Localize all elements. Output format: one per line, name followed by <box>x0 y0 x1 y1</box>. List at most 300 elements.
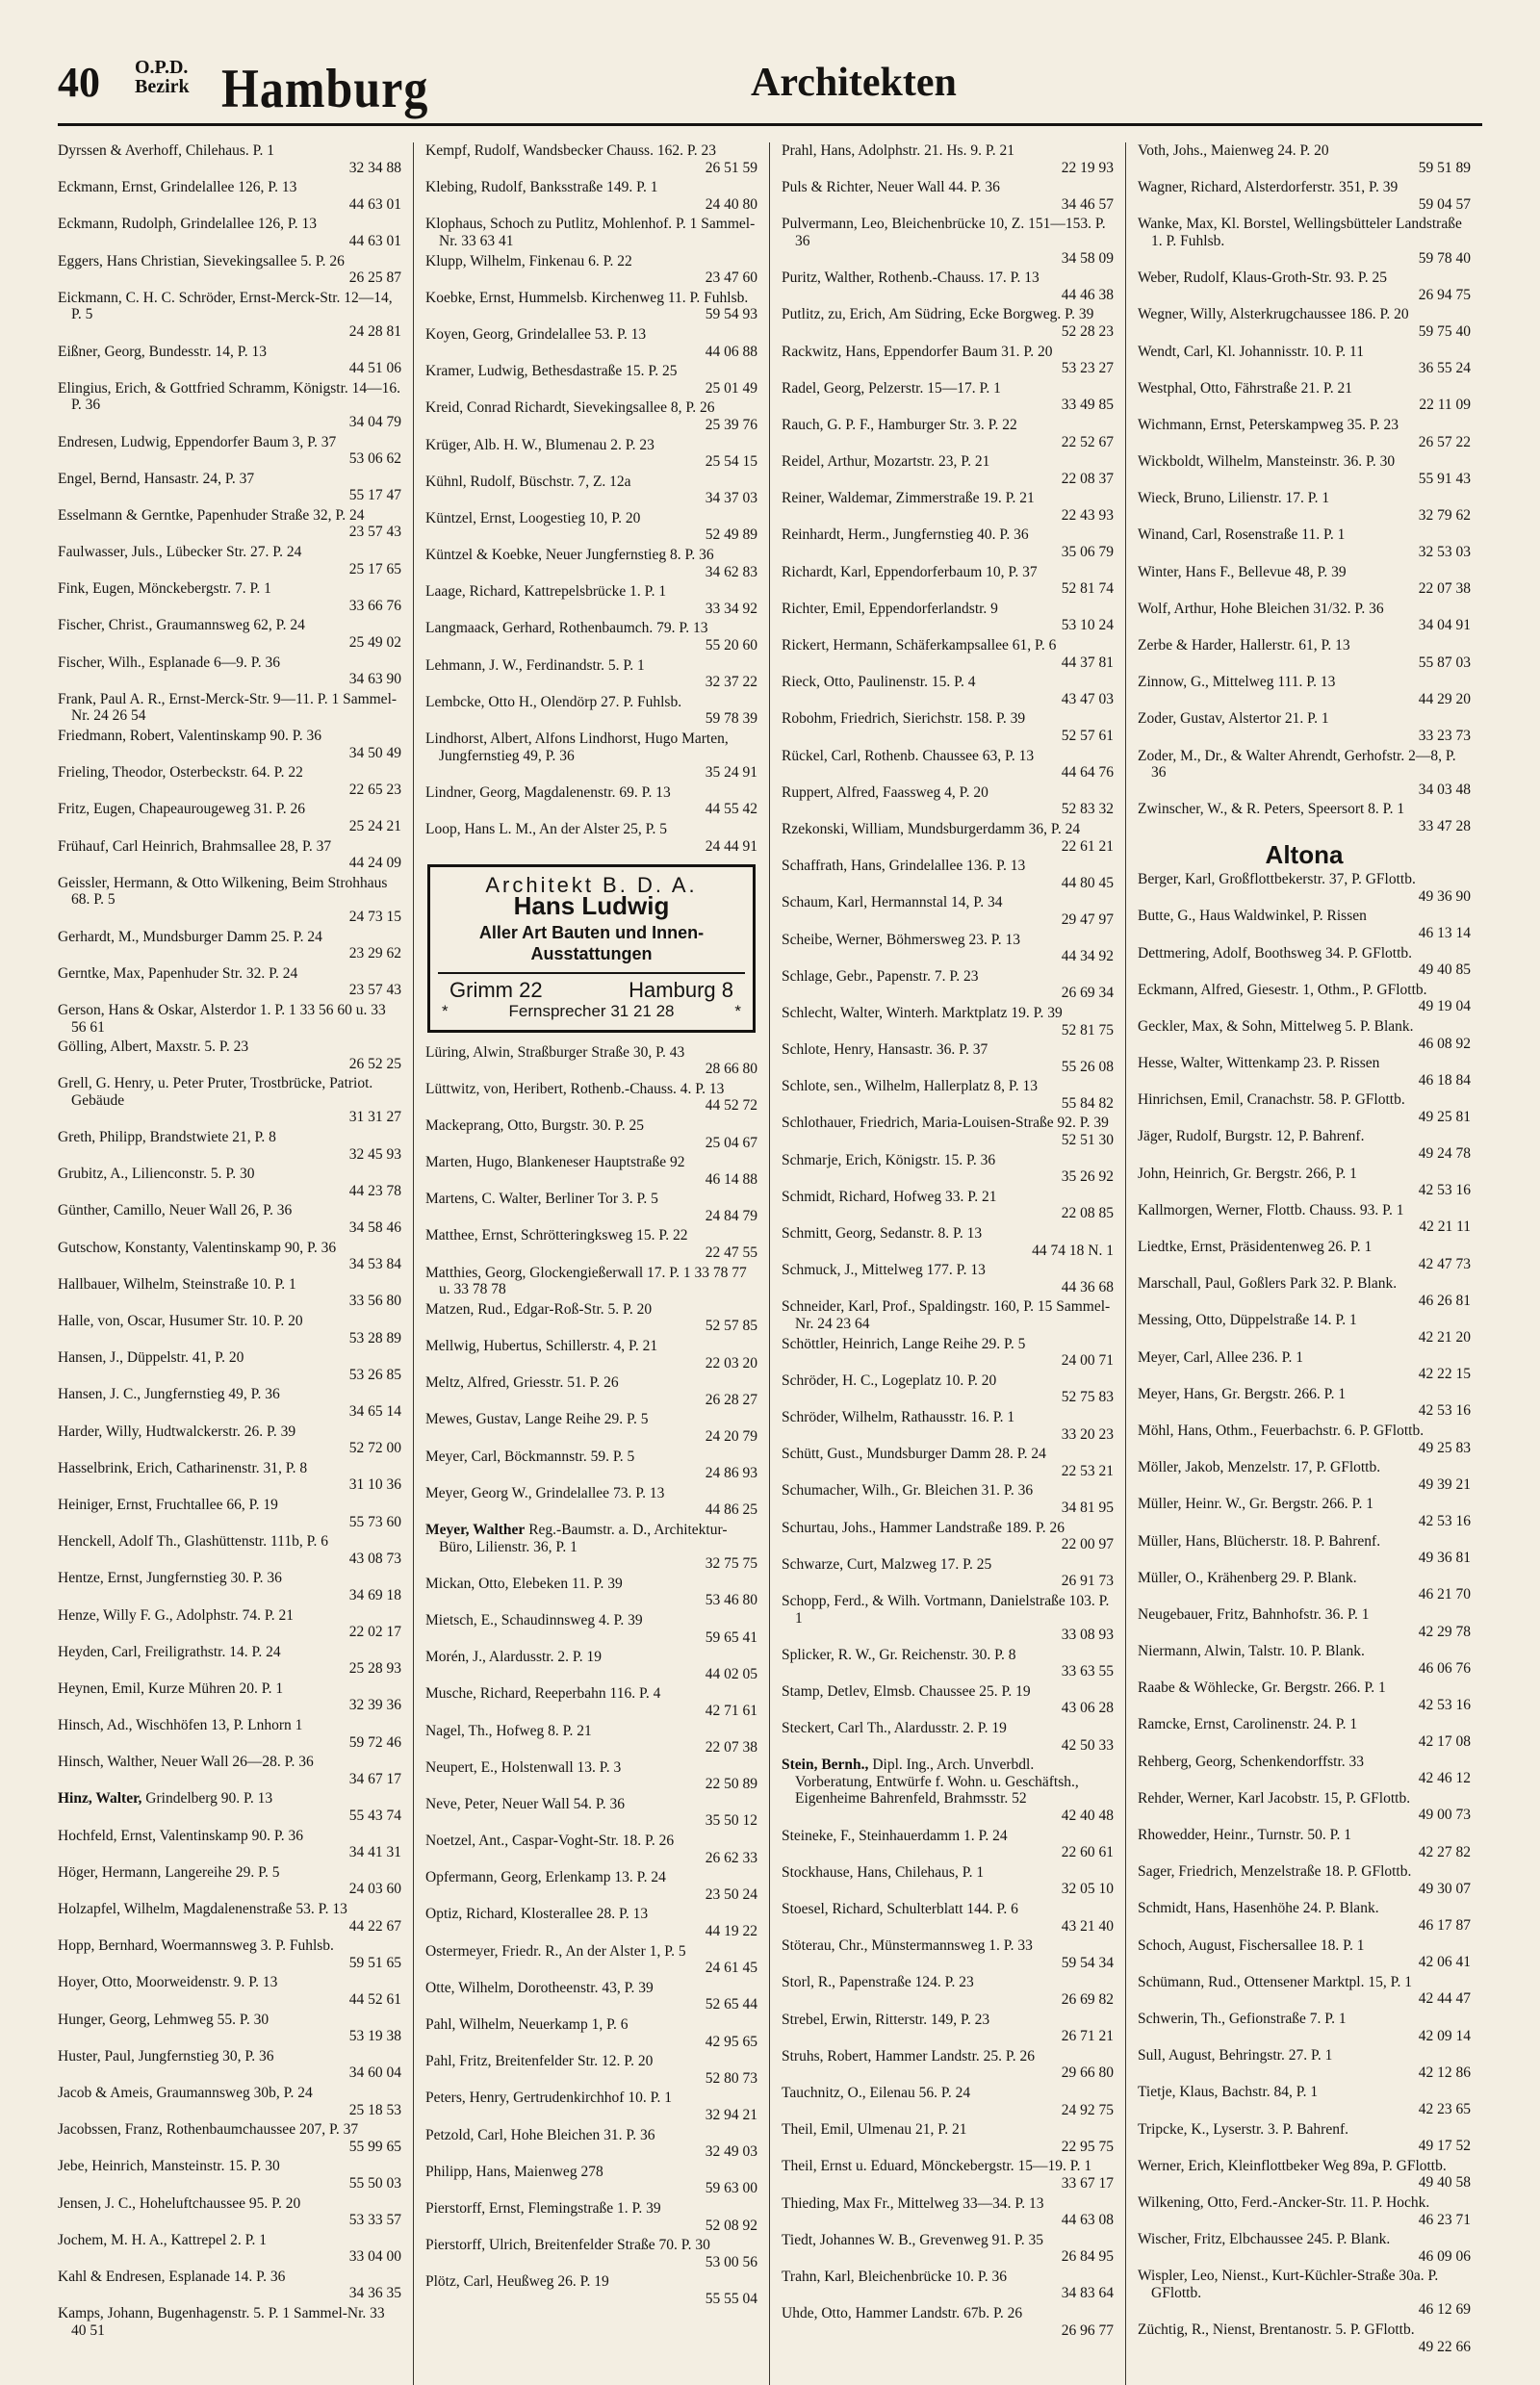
entry-text: Rackwitz, Hans, Eppendorfer Baum 31. P. 20 <box>782 343 1053 360</box>
entry-phone: 31 31 27 <box>348 1109 401 1126</box>
directory-entry <box>782 142 1114 176</box>
entry-text: Rieck, Otto, Paulinenstr. 15. P. 4 <box>782 674 976 691</box>
entry-text: Radel, Georg, Pelzerstr. 15—17. P. 1 <box>782 379 1001 397</box>
directory-entry <box>782 1115 1114 1148</box>
directory-entry <box>782 1005 1114 1039</box>
entry-text: Westphal, Otto, Fährstraße 21. P. 21 <box>1138 379 1353 397</box>
entry-text: Martens, C. Walter, Berliner Tor 3. P. 5 <box>425 1191 658 1208</box>
directory-entry <box>425 1411 757 1445</box>
directory-entry <box>58 1533 401 1567</box>
directory-entry <box>1138 1055 1471 1089</box>
entry-phone: 53 06 62 <box>348 450 401 468</box>
directory-entry <box>782 2085 1114 2118</box>
entry-text: Müller, Heinr. W., Gr. Bergstr. 266. P. 1 <box>1138 1496 1373 1513</box>
entry-text: Schoch, August, Fischersallee 18. P. 1 <box>1138 1936 1365 1954</box>
entry-text: Jebe, Heinrich, Mansteinstr. 15. P. 30 <box>58 2158 280 2175</box>
entry-phone: 46 06 76 <box>1418 1659 1471 1677</box>
directory-entry <box>425 547 757 580</box>
directory-entry <box>425 2090 757 2123</box>
entry-text: Schaffrath, Hans, Grindelallee 136. P. 13 <box>782 858 1026 875</box>
directory-entry <box>425 2273 757 2307</box>
directory-entry <box>425 1374 757 1408</box>
directory-entry <box>58 2121 401 2155</box>
entry-text: Hansen, J., Düppelstr. 41, P. 20 <box>58 1349 244 1367</box>
entry-phone: 59 65 41 <box>705 1628 757 1646</box>
entry-text: Rickert, Hermann, Schäferkampsallee 61, P. 6 <box>782 637 1057 654</box>
entry-text: Richter, Emil, Eppendorferlandstr. 9 <box>782 600 998 617</box>
entry-text: Schröder, H. C., Logeplatz 10. P. 20 <box>782 1372 997 1389</box>
entry-phone: 22 19 93 <box>1061 159 1114 176</box>
entry-text: Stamp, Detlev, Elmsb. Chaussee 25. P. 19 <box>782 1682 1031 1700</box>
entry-phone: 32 53 03 <box>1418 544 1471 561</box>
entry-text: Tiedt, Johannes W. B., Grevenweg 91. P. 35 <box>782 2231 1043 2248</box>
directory-entry <box>782 637 1114 671</box>
entry-text: Neugebauer, Fritz, Bahnhofstr. 36. P. 1 <box>1138 1605 1370 1623</box>
entry-text: Wolf, Arthur, Hohe Bleichen 31/32. P. 36 <box>1138 600 1384 617</box>
entry-text: Dettmering, Adolf, Boothsweg 34. P. GFlottb. <box>1138 944 1413 962</box>
entry-text: Matthee, Ernst, Schrötteringksweg 15. P. 22 <box>425 1227 688 1244</box>
entry-phone: 52 57 85 <box>705 1318 757 1335</box>
directory-entry <box>782 1720 1114 1754</box>
entry-phone: 22 52 67 <box>1061 433 1114 450</box>
entry-phone: 42 53 16 <box>1418 1182 1471 1199</box>
entry-phone: 25 24 21 <box>348 817 401 834</box>
directory-entry <box>58 1075 401 1126</box>
entry-phone: 52 75 83 <box>1061 1389 1114 1406</box>
entry-text: Scheibe, Werner, Böhmersweg 23. P. 13 <box>782 931 1020 948</box>
entry-phone: 33 67 17 <box>1061 2174 1114 2192</box>
entry-phone: 34 50 49 <box>348 744 401 761</box>
entry-phone: 52 57 61 <box>1061 728 1114 744</box>
entry-phone: 55 91 43 <box>1418 470 1471 487</box>
directory-entry <box>58 2048 401 2082</box>
entry-phone: 55 87 03 <box>1418 654 1471 671</box>
entry-phone: 55 99 65 <box>348 2138 401 2155</box>
entry-text: Strebel, Erwin, Ritterstr. 149, P. 23 <box>782 2011 990 2028</box>
entry-phone: 42 95 65 <box>705 2033 757 2050</box>
entry-phone: 46 08 92 <box>1418 1035 1471 1052</box>
entry-text: Sull, August, Behringstr. 27. P. 1 <box>1138 2047 1333 2064</box>
page-header <box>58 50 1482 135</box>
directory-entry <box>782 2269 1114 2302</box>
entry-phone: 32 94 21 <box>705 2106 757 2123</box>
directory-entry <box>425 1576 757 1609</box>
entry-phone: 53 19 38 <box>348 2028 401 2045</box>
directory-entry <box>782 1225 1114 1259</box>
entry-text: Hunger, Georg, Lehmweg 55. P. 30 <box>58 2011 270 2028</box>
entry-text: Pierstorff, Ernst, Flemingstraße 1. P. 39 <box>425 2199 661 2217</box>
entry-text: Schmidt, Hans, Hasenhöhe 24. P. Blank. <box>1138 1900 1379 1917</box>
entry-phone: 55 73 60 <box>348 1513 401 1530</box>
entry-phone: 55 84 82 <box>1061 1094 1114 1112</box>
entry-phone: 49 00 73 <box>1418 1807 1471 1824</box>
directory-entry <box>782 1336 1114 1370</box>
directory-entry <box>782 784 1114 818</box>
entry-text: Morén, J., Alardusstr. 2. P. 19 <box>425 1649 602 1666</box>
directory-entry <box>782 1556 1114 1590</box>
entry-text: Theil, Emil, Ulmenau 21, P. 21 <box>782 2121 967 2139</box>
entry-phone: 22 11 09 <box>1419 397 1471 414</box>
entry-phone: 53 46 80 <box>705 1592 757 1609</box>
entry-text: Mickan, Otto, Elebeken 11. P. 39 <box>425 1575 623 1592</box>
directory-entry <box>1138 1423 1471 1456</box>
entry-name-bold: Hinz, Walter, <box>58 1790 142 1808</box>
directory-entry <box>425 1943 757 1977</box>
directory-entry <box>782 601 1114 634</box>
entry-phone: 36 55 24 <box>1418 360 1471 377</box>
entry-text: Marschall, Paul, Goßlers Park 32. P. Blank. <box>1138 1275 1398 1293</box>
directory-entry <box>1138 2047 1471 2081</box>
entry-text: Schlote, Henry, Hansastr. 36. P. 37 <box>782 1041 988 1059</box>
directory-entry <box>425 363 757 397</box>
directory-entry <box>58 2305 401 2339</box>
entry-text: Wichmann, Ernst, Peterskampweg 35. P. 23 <box>1138 416 1399 433</box>
entry-text: Thieding, Max Fr., Mittelweg 33—34. P. 13 <box>782 2194 1044 2212</box>
entry-phone: 42 21 11 <box>1419 1218 1471 1236</box>
entry-text: Tripcke, K., Lyserstr. 3. P. Bahrenf. <box>1138 2120 1348 2138</box>
entry-text: Meyer, Carl, Allee 236. P. 1 <box>1138 1348 1304 1366</box>
ad-description: Aller Art Bauten und Innen-Ausstattungen <box>478 923 705 964</box>
entry-text: Lindhorst, Albert, Alfons Lindhorst, Hugo Marten, Jungfernstieg 49, P. 36 <box>425 731 729 764</box>
entry-text: Grubitz, A., Lilienconstr. 5. P. 30 <box>58 1166 255 1183</box>
entry-text: Grell, G. Henry, u. Peter Pruter, Trostbrücke, Patriot. Gebäude <box>58 1075 373 1109</box>
entry-phone: 42 09 14 <box>1418 2027 1471 2044</box>
entry-text: Gerson, Hans & Oskar, Alsterdor 1. P. 1 33 56 60 u. 33 56 61 <box>58 1001 386 1036</box>
entry-phone: 26 69 82 <box>1061 1990 1114 2008</box>
directory-entry <box>1138 1459 1471 1493</box>
directory-entry <box>58 691 401 725</box>
directory-entry <box>425 2164 757 2197</box>
entry-text: Höger, Hermann, Langereihe 29. P. 5 <box>58 1863 280 1881</box>
directory-entry <box>1138 1533 1471 1567</box>
city-title: Hamburg <box>221 57 429 119</box>
entry-text: Otte, Wilhelm, Dorotheenstr. 43, P. 39 <box>425 1979 654 1996</box>
entry-text: Nagel, Th., Hofweg 8. P. 21 <box>425 1722 592 1739</box>
entry-phone: 44 63 08 <box>1061 2212 1114 2229</box>
directory-entry <box>1138 1496 1471 1529</box>
directory-entry <box>58 1313 401 1346</box>
entry-phone: 42 40 48 <box>1061 1808 1114 1825</box>
directory-entry <box>1138 380 1471 414</box>
directory-entry <box>58 1039 401 1072</box>
entry-phone: 49 30 07 <box>1418 1880 1471 1897</box>
entry-phone: 42 21 20 <box>1418 1329 1471 1346</box>
entry-text: Gutschow, Konstanty, Valentinskamp 90, P. 36 <box>58 1239 337 1256</box>
entry-phone: 25 39 76 <box>705 416 757 433</box>
entry-text: Lüring, Alwin, Straßburger Straße 30, P. 43 <box>425 1043 685 1061</box>
entry-phone: 46 12 69 <box>1418 2301 1471 2319</box>
district-label-line1: O.P.D. <box>135 57 189 78</box>
directory-entry <box>782 710 1114 744</box>
directory-entry <box>1138 142 1471 176</box>
directory-entry <box>1138 453 1471 487</box>
header-rule <box>58 123 1482 126</box>
entry-phone: 32 37 22 <box>705 674 757 691</box>
directory-entry <box>425 1980 757 2013</box>
entry-phone: 53 33 57 <box>348 2212 401 2229</box>
ad-star-right: * <box>734 1001 741 1020</box>
directory-entry <box>425 474 757 507</box>
entry-phone: 24 73 15 <box>348 908 401 925</box>
entry-phone: 59 04 57 <box>1418 195 1471 213</box>
entry-phone: 49 40 58 <box>1418 2174 1471 2192</box>
entry-text: Opfermann, Georg, Erlenkamp 13. P. 24 <box>425 1869 666 1886</box>
entry-phone: 44 34 92 <box>1061 948 1114 965</box>
directory-entry <box>782 2305 1114 2339</box>
directory-entry <box>425 253 757 287</box>
entry-phone: 25 28 93 <box>348 1660 401 1678</box>
entry-phone: 44 51 06 <box>348 360 401 377</box>
entry-phone: 34 03 48 <box>1418 781 1471 798</box>
entry-phone: 53 26 85 <box>348 1366 401 1383</box>
entry-text: Dyrssen & Averhoff, Chilehaus. P. 1 <box>58 142 275 159</box>
entry-phone: 59 78 39 <box>705 710 757 728</box>
entry-phone: 46 18 84 <box>1418 1071 1471 1089</box>
entry-text: Matthies, Georg, Glockengießerwall 17. P. 1 33 78 77 u. 33 78 78 <box>425 1264 747 1298</box>
directory-entry <box>425 1044 757 1078</box>
entry-phone: 24 61 45 <box>705 1960 757 1977</box>
entry-text: Jacobssen, Franz, Rothenbaumchaussee 207, P. 37 <box>58 2121 359 2139</box>
directory-entry <box>782 2012 1114 2045</box>
listing-column-4 <box>1126 142 1482 2385</box>
entry-text: Reinhardt, Herm., Jungfernstieg 40. P. 36 <box>782 526 1029 544</box>
entry-text: Steckert, Carl Th., Alardusstr. 2. P. 19 <box>782 1720 1007 1737</box>
directory-entry <box>58 344 401 377</box>
entry-text: Gölling, Albert, Maxstr. 5. P. 23 <box>58 1039 249 1056</box>
entry-text: Stoesel, Richard, Schulterblatt 144. P. 6 <box>782 1901 1018 1917</box>
entry-text: Putlitz, zu, Erich, Am Südring, Ecke Borgweg. P. 39 <box>782 306 1094 323</box>
directory-entry <box>782 1593 1114 1644</box>
entry-phone: 44 63 01 <box>348 195 401 213</box>
entry-text: Hansen, J. C., Jungfernstieg 49, P. 36 <box>58 1386 280 1403</box>
directory-entry <box>1138 1680 1471 1713</box>
entry-text: Rhowedder, Heinr., Turnstr. 50. P. 1 <box>1138 1827 1351 1844</box>
entry-phone: 34 83 64 <box>1061 2285 1114 2302</box>
directory-entry <box>1138 1937 1471 1971</box>
entry-phone: 34 04 79 <box>348 413 401 430</box>
entry-text: John, Heinrich, Gr. Bergstr. 266, P. 1 <box>1138 1165 1357 1182</box>
entry-text: Fischer, Wilh., Esplanade 6—9. P. 36 <box>58 654 280 671</box>
entry-phone: 42 22 15 <box>1418 1366 1471 1383</box>
entry-text: Hallbauer, Wilhelm, Steinstraße 10. P. 1 <box>58 1275 296 1293</box>
entry-phone: 44 19 22 <box>705 1923 757 1940</box>
directory-entry <box>58 1828 401 1861</box>
directory-entry <box>782 821 1114 855</box>
entry-phone: 23 47 60 <box>705 269 757 287</box>
directory-entry <box>782 1828 1114 1861</box>
directory-entry <box>425 1265 757 1298</box>
entry-text: Raabe & Wöhlecke, Gr. Bergstr. 266. P. 1 <box>1138 1680 1386 1697</box>
entry-phone: 34 62 83 <box>705 563 757 580</box>
listing-column-2 <box>414 142 770 2385</box>
entry-phone: 26 52 25 <box>348 1055 401 1072</box>
entry-text: Schütt, Gust., Mundsburger Damm 28. P. 24 <box>782 1446 1046 1463</box>
directory-entry <box>58 1790 401 1824</box>
entry-text: Heiniger, Ernst, Fruchtallee 66, P. 19 <box>58 1496 278 1513</box>
entry-phone: 32 79 62 <box>1418 506 1471 524</box>
entry-phone: 34 41 31 <box>348 1844 401 1861</box>
entry-text: Eckmann, Alfred, Giesestr. 1, Othm., P. GFlottb. <box>1138 981 1427 998</box>
directory-entry <box>425 1485 757 1519</box>
directory-entry <box>782 932 1114 965</box>
entry-text: Jochem, M. H. A., Kattrepel 2. P. 1 <box>58 2231 267 2248</box>
listing-column-1 <box>58 142 414 2385</box>
entry-phone: 26 25 87 <box>348 269 401 287</box>
entry-phone: 23 50 24 <box>705 1885 757 1903</box>
entry-text: Stöterau, Chr., Münstermannsweg 1. P. 33 <box>782 1937 1033 1955</box>
entry-text: Puls & Richter, Neuer Wall 44. P. 36 <box>782 179 1000 196</box>
entry-phone: 43 06 28 <box>1061 1700 1114 1717</box>
entry-phone: 53 00 56 <box>705 2253 757 2270</box>
entry-phone: 42 06 41 <box>1418 1954 1471 1971</box>
entry-text: Hopp, Bernhard, Woermannsweg 3. P. Fuhlsb. <box>58 1937 334 1955</box>
entry-text: Geckler, Max, & Sohn, Mittelweg 5. P. Blank. <box>1138 1017 1414 1035</box>
entry-text: Kallmorgen, Werner, Flottb. Chauss. 93. P. 1 <box>1138 1201 1404 1218</box>
entry-text: Eickmann, C. H. C. Schröder, Ernst-Merck-Str. 12—14, P. 5 <box>58 289 393 323</box>
directory-entry <box>1138 1754 1471 1787</box>
entry-text: Mietsch, E., Schaudinnsweg 4. P. 39 <box>425 1611 643 1628</box>
entry-phone: 52 49 89 <box>705 526 757 544</box>
directory-entry <box>58 764 401 798</box>
directory-entry <box>425 1723 757 1757</box>
directory-entry <box>425 1685 757 1719</box>
entry-text: Eckmann, Ernst, Grindelallee 126, P. 13 <box>58 179 297 196</box>
entry-phone: 42 47 73 <box>1418 1255 1471 1272</box>
directory-entry <box>782 2232 1114 2266</box>
entry-text: Möhl, Hans, Othm., Feuerbachstr. 6. P. GFlottb. <box>1138 1422 1424 1439</box>
entry-text: Zwinscher, W., & R. Peters, Speersort 8. P. 1 <box>1138 801 1405 818</box>
entry-text: Frühauf, Carl Heinrich, Brahmsallee 28, P. 37 <box>58 837 332 855</box>
directory-entry <box>58 1423 401 1457</box>
entry-phone: 34 65 14 <box>348 1402 401 1420</box>
directory-entry <box>58 801 401 834</box>
entry-phone: 22 60 61 <box>1061 1844 1114 1861</box>
entry-text: Lindner, Georg, Magdalenenstr. 69. P. 13 <box>425 783 671 801</box>
directory-entry <box>1138 1018 1471 1052</box>
subsection-heading: Altona <box>1265 839 1344 869</box>
directory-entry <box>1138 1790 1471 1824</box>
entry-text: Kramer, Ludwig, Bethesdastraße 15. P. 25 <box>425 363 678 380</box>
entry-text: Schlecht, Walter, Winterh. Marktplatz 19. P. 39 <box>782 1004 1063 1021</box>
entry-text: Müller, O., Krähenberg 29. P. Blank. <box>1138 1569 1357 1586</box>
directory-entry <box>782 1482 1114 1516</box>
entry-phone: 44 52 61 <box>348 1990 401 2008</box>
entry-phone: 22 53 21 <box>1061 1462 1114 1479</box>
entry-text: Fischer, Christ., Graumannsweg 62, P. 24 <box>58 617 305 634</box>
entry-phone: 33 63 55 <box>1061 1663 1114 1680</box>
entry-text: Kahl & Endresen, Esplanade 14. P. 36 <box>58 2268 286 2285</box>
ad-divider <box>438 972 745 974</box>
entry-text: Storl, R., Papenstraße 124. P. 23 <box>782 1974 974 1991</box>
directory-entry <box>1138 2011 1471 2044</box>
entry-text: Meyer, Walther Reg.-Baumstr. a. D., Architektur-Büro, Lilienstr. 36, P. 1 <box>425 1521 728 1555</box>
directory-entry <box>782 417 1114 450</box>
directory-entry <box>1138 1349 1471 1383</box>
entry-phone: 42 17 08 <box>1418 1733 1471 1751</box>
ad-city: Hamburg 8 <box>629 978 733 1003</box>
entry-text: Butte, G., Haus Waldwinkel, P. Rissen <box>1138 908 1367 925</box>
entry-phone: 44 55 42 <box>705 801 757 818</box>
entry-text: Halle, von, Oscar, Husumer Str. 10. P. 20 <box>58 1313 303 1329</box>
entry-phone: 34 04 91 <box>1418 617 1471 634</box>
directory-entry <box>1138 1275 1471 1309</box>
district-label <box>135 58 190 96</box>
directory-entry <box>58 1349 401 1383</box>
page-number: 40 <box>58 59 100 106</box>
entry-text: Schmitt, Georg, Sedanstr. 8. P. 13 <box>782 1225 983 1243</box>
entry-text: Kühnl, Rudolf, Büschstr. 7, Z. 12a <box>425 473 631 490</box>
entry-phone: 22 43 93 <box>1061 506 1114 524</box>
entry-phone: 26 62 33 <box>705 1849 757 1866</box>
entry-text: Matzen, Rud., Edgar-Roß-Str. 5. P. 20 <box>425 1300 653 1318</box>
entry-text: Wendt, Carl, Kl. Johannisstr. 10. P. 11 <box>1138 343 1364 360</box>
entry-text: Jacob & Ameis, Graumannsweg 30b, P. 24 <box>58 2084 313 2101</box>
listing-columns <box>58 142 1482 2385</box>
entry-text: Schmuck, J., Mittelweg 177. P. 13 <box>782 1262 986 1279</box>
entry-text: Hoyer, Otto, Moorweidenstr. 9. P. 13 <box>58 1974 278 1991</box>
entry-text: Küntzel, Ernst, Loogestieg 10, P. 20 <box>425 509 641 526</box>
entry-text: Mellwig, Hubertus, Schillerstr. 4, P. 21 <box>425 1338 658 1355</box>
entry-text: Holzapfel, Wilhelm, Magdalenenstraße 53. P. 13 <box>58 1901 347 1917</box>
directory-entry <box>1138 2268 1471 2319</box>
entry-phone: 44 80 45 <box>1061 874 1114 891</box>
entry-text: Küntzel & Koebke, Neuer Jungfernstieg 8. P. 36 <box>425 547 714 564</box>
directory-entry <box>58 2158 401 2192</box>
entry-phone: 59 51 65 <box>348 1954 401 1971</box>
entry-phone: 49 36 81 <box>1418 1550 1471 1567</box>
entry-phone: 43 47 03 <box>1061 690 1114 707</box>
directory-entry <box>782 1409 1114 1443</box>
directory-entry <box>1138 710 1471 744</box>
entry-text: Pahl, Fritz, Breitenfelder Str. 12. P. 20 <box>425 2053 654 2070</box>
directory-entry <box>58 142 401 176</box>
entry-text: Elingius, Erich, & Gottfried Schramm, Königstr. 14—16. P. 36 <box>58 379 401 414</box>
entry-text: Krüger, Alb. H. W., Blumenau 2. P. 23 <box>425 436 654 453</box>
directory-entry <box>1138 1570 1471 1603</box>
entry-phone: 42 12 86 <box>1418 2064 1471 2081</box>
directory-entry <box>1138 1312 1471 1346</box>
entry-phone: 22 95 75 <box>1061 2138 1114 2155</box>
entry-text: Laage, Richard, Kattrepelsbrücke 1. P. 1 <box>425 583 667 601</box>
entry-phone: 44 86 25 <box>705 1501 757 1519</box>
entry-phone: 59 54 34 <box>1061 1954 1114 1971</box>
entry-text: Schröder, Wilhelm, Rathausstr. 16. P. 1 <box>782 1408 1015 1425</box>
entry-text: Philipp, Hans, Maienweg 278 <box>425 2163 603 2180</box>
entry-phone: 34 53 84 <box>348 1256 401 1273</box>
entry-phone: 26 51 59 <box>705 159 757 176</box>
entry-text: Pierstorff, Ulrich, Breitenfelder Straße 70. P. 30 <box>425 2237 710 2254</box>
entry-phone: 24 00 71 <box>1061 1352 1114 1370</box>
ad-star-left: * <box>442 1001 449 1020</box>
entry-phone: 26 57 22 <box>1418 433 1471 450</box>
entry-phone: 46 17 87 <box>1418 1917 1471 1934</box>
directory-entry <box>1138 269 1471 303</box>
entry-phone: 33 56 80 <box>348 1293 401 1310</box>
entry-text: Berger, Karl, Großflottbekerstr. 37, P. GFlottb. <box>1138 871 1416 888</box>
entry-text: Schmidt, Richard, Hofweg 33. P. 21 <box>782 1188 997 1205</box>
directory-entry <box>782 1152 1114 1186</box>
entry-phone: 34 58 09 <box>1061 249 1114 267</box>
directory-entry <box>58 1680 401 1714</box>
directory-entry <box>782 1974 1114 2008</box>
advertisement-box <box>427 864 756 1032</box>
entry-text: Schwarze, Curt, Malzweg 17. P. 25 <box>782 1555 992 1573</box>
directory-entry <box>58 253 401 287</box>
entry-phone: 33 47 28 <box>1418 817 1471 834</box>
directory-entry <box>1138 1239 1471 1272</box>
entry-phone: 34 46 57 <box>1061 195 1114 213</box>
directory-entry <box>58 617 401 651</box>
